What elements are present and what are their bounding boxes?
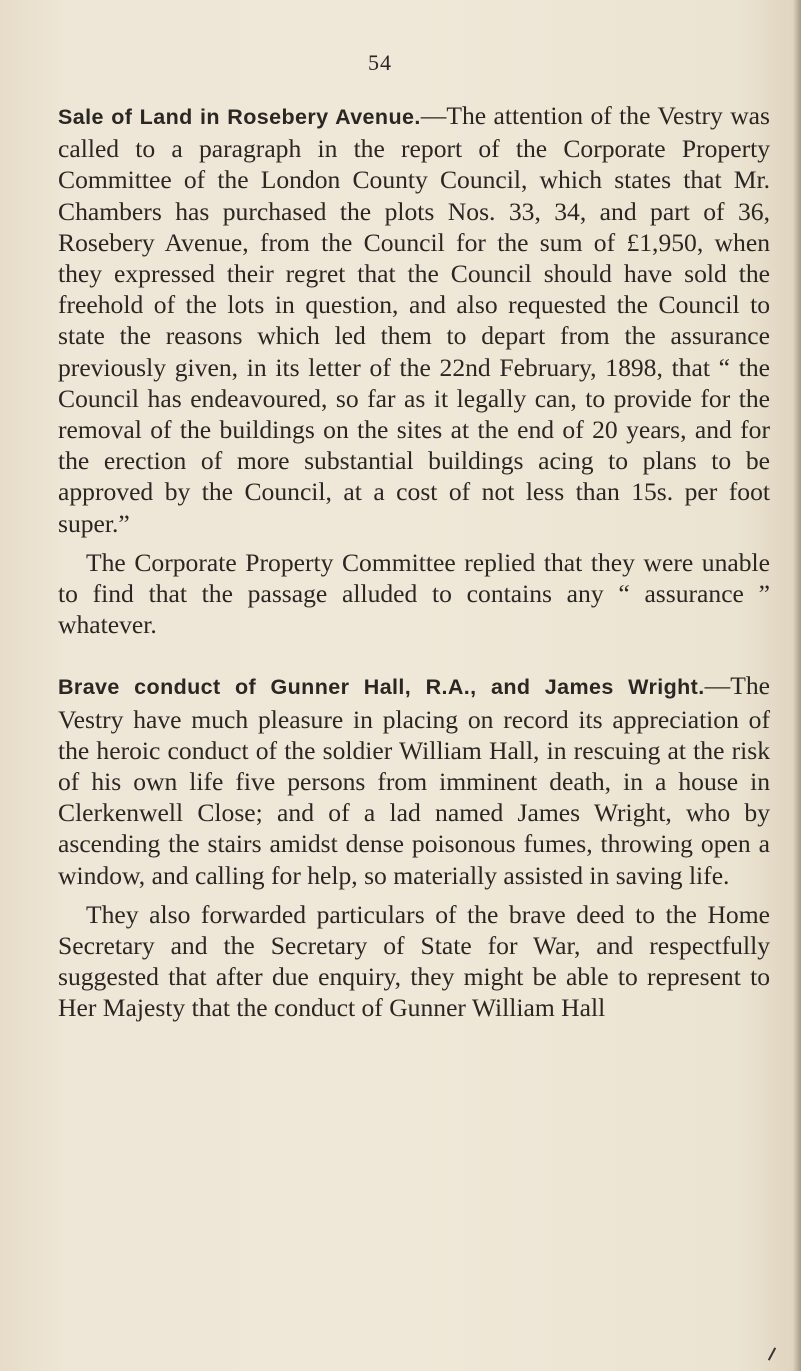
paragraph-spacer [58, 891, 770, 899]
section-brave-conduct-paragraph-2: They also forwarded particulars of the brave deed to the Home Secretary and the Secretary of State for War, and respectfully suggested that after due enquiry, they might be able to represent to Her Majesty that the conduct of Gunner William Hall [58, 899, 770, 1023]
section-heading-sale-of-land: Sale of Land in Rosebery Avenue. [58, 105, 421, 129]
pencil-mark [768, 1347, 776, 1360]
section-sale-of-land-paragraph-2: The Corporate Property Committee replied that they were unable to find that the passage alluded to contains any “ assurance ” whatever. [58, 547, 770, 640]
section-spacer [58, 640, 770, 670]
page-number: 54 [368, 50, 392, 75]
section-sale-of-land-paragraph-1 [58, 100, 770, 539]
section-brave-conduct-paragraph-1 [58, 670, 770, 890]
section-sale-of-land-text-1: —The attention of the Vestry was called to a paragraph in the report of the Corporate Property Committee of the London County Council, which states that Mr. Chambers has purchased the plots Nos. 33, 34, and part of 36, Rosebery Avenue, from the Council for the sum of £1,950, when they expressed their regret that the Council should have sold the freehold of the lots in question, and also requested the Council to state the reasons which led them to depart from the assurance previously given, in its letter of the 22nd February, 1898, that “ the Council has endeavoured, so far as it legally can, to provide for the removal of the buildings on the sites at the end of 20 years, and for the erection of more substantial buildings acing to plans to be approved by the Council, at a cost of not less than 15s. per foot super.” [58, 101, 770, 538]
paragraph-spacer [58, 539, 770, 547]
page-body [58, 100, 770, 1024]
section-brave-conduct-text-1: —The Vestry have much pleasure in placing on record its appreciation of the heroic conduct of the soldier William Hall, in rescuing at the risk of his own life five persons from imminent death, in a house in Clerkenwell Close; and of a lad named James Wright, who by ascending the stairs amidst dense poisonous fumes, throwing open a window, and calling for help, so materially assisted in saving life. [58, 671, 770, 890]
page-edge-shadow [793, 0, 801, 1371]
section-heading-brave-conduct: Brave conduct of Gunner Hall, R.A., and James Wright. [58, 675, 705, 700]
